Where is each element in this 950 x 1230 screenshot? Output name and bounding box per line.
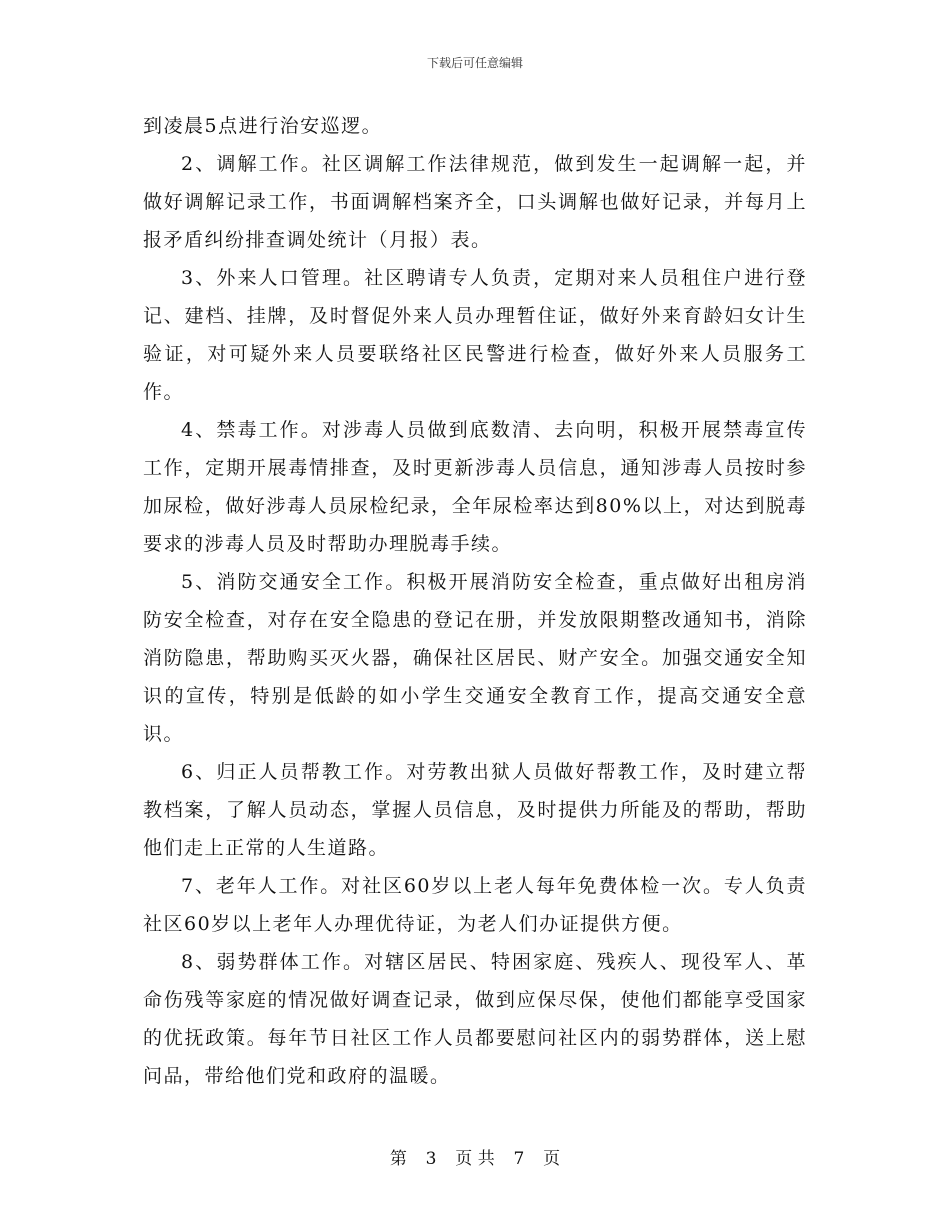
paragraph-anti-drug: 4、禁毒工作。对涉毒人员做到底数清、去向明，积极开展禁毒宣传工作，定期开展毒情排查，及时更新涉毒人员信息，通知涉毒人员按时参加尿检，做好涉毒人员尿检纪录，全年尿检率达到80%以上，对达到脱毒要求的涉毒人员及时帮助办理脱毒手续。 [143,419,807,555]
paragraph-elderly: 7、老年人工作。对社区60岁以上老人每年免费体检一次。专人负责社区60岁以上老年人办理优待证，为老人们办证提供方便。 [143,875,807,935]
paragraph-mediation: 2、调解工作。社区调解工作法律规范，做到发生一起调解一起，并做好调解记录工作，书面调解档案齐全，口头调解也做好记录，并每月上报矛盾纠纷排查调处统计（月报）表。 [143,153,807,251]
paragraph-fire-traffic-safety: 5、消防交通安全工作。积极开展消防安全检查，重点做好出租房消防安全检查，对存在安全隐患的登记在册，并发放限期整改通知书，消除消防隐患，帮助购买灭火器，确保社区居民、财产安全。加强交通安全知识的宣传，特别是低龄的如小学生交通安全教育工作，提高交通安全意识。 [143,571,807,745]
page-header: 下载后可任意编辑 [426,56,523,70]
paragraph-rehabilitation: 6、归正人员帮教工作。对劳教出狱人员做好帮教工作，及时建立帮教档案，了解人员动态，掌握人员信息，及时提供力所能及的帮助，帮助他们走上正常的人生道路。 [143,761,807,859]
paragraph-vulnerable-groups: 8、弱势群体工作。对辖区居民、特困家庭、残疾人、现役军人、革命伤残等家庭的情况做好调查记录，做到应保尽保，使他们都能享受国家的优抚政策。每年节日社区工作人员都要慰问社区内的弱势群体，送上慰问品，带给他们党和政府的温暖。 [143,951,807,1087]
document-body [143,107,807,1095]
footer-prefix: 第 [389,1149,407,1169]
footer-middle: 页 共 [455,1149,495,1169]
total-pages-number: 7 [513,1149,525,1169]
page-number-footer [0,1148,950,1170]
current-page-number: 3 [425,1149,437,1169]
footer-suffix: 页 [543,1149,561,1169]
paragraph-migrant-management: 3、外来人口管理。社区聘请专人负责，定期对来人员租住户进行登记、建档、挂牌，及时督促外来人员办理暂住证，做好外来育龄妇女计生验证，对可疑外来人员要联络社区民警进行检查，做好外来人员服务工作。 [143,267,807,403]
paragraph-continuation: 到凌晨5点进行治安巡逻。 [143,115,383,137]
